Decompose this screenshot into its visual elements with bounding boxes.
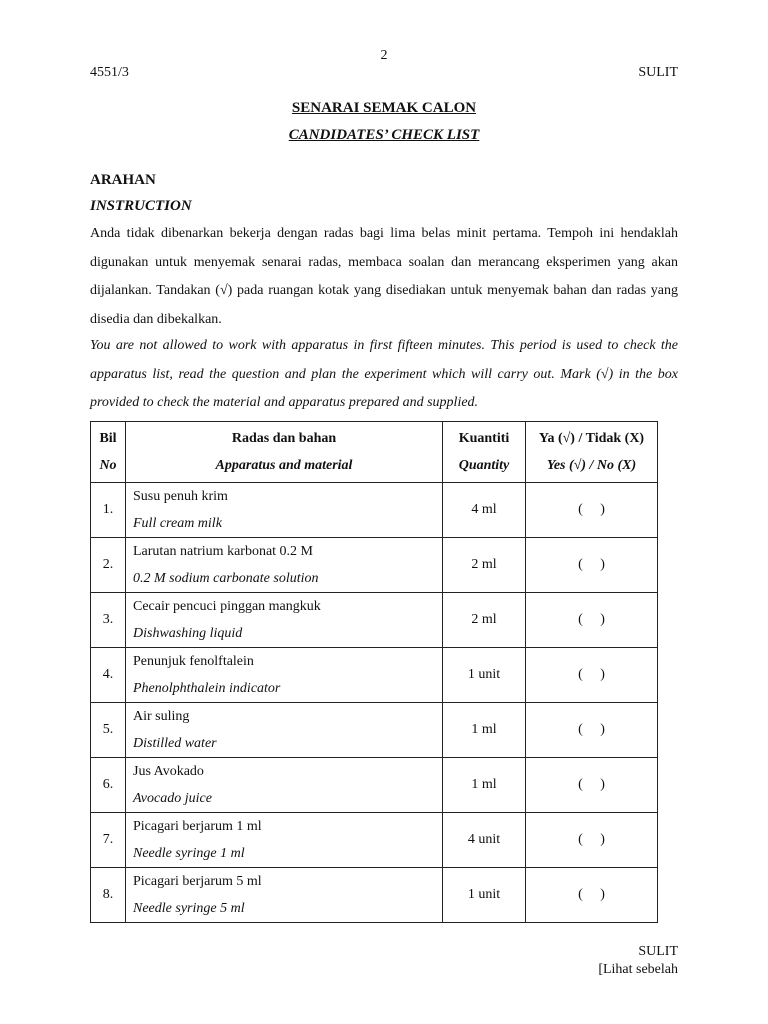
classification-top: SULIT bbox=[638, 65, 678, 80]
header-no-english: No bbox=[99, 458, 117, 473]
row-item bbox=[126, 813, 443, 868]
header-qty-malay: Kuantiti bbox=[458, 431, 510, 446]
row-check-box[interactable]: ( ) bbox=[526, 593, 658, 648]
row-item bbox=[126, 593, 443, 648]
row-number: 4. bbox=[91, 648, 126, 703]
header-item bbox=[126, 422, 443, 483]
item-name-english: Dishwashing liquid bbox=[133, 626, 243, 641]
classification-bottom: SULIT bbox=[638, 944, 678, 959]
instruction-heading-english: INSTRUCTION bbox=[90, 198, 192, 214]
item-name-malay: Larutan natrium karbonat 0.2 M bbox=[133, 544, 314, 559]
row-check-box[interactable]: ( ) bbox=[526, 813, 658, 868]
paper-code: 4551/3 bbox=[90, 65, 129, 80]
row-check-box[interactable]: ( ) bbox=[526, 868, 658, 923]
row-item bbox=[126, 483, 443, 538]
title-malay: SENARAI SEMAK CALON bbox=[291, 100, 477, 116]
row-item bbox=[126, 648, 443, 703]
checklist-table bbox=[90, 421, 658, 923]
row-item bbox=[126, 868, 443, 923]
header-qty-english: Quantity bbox=[458, 458, 510, 473]
table-header-row bbox=[91, 422, 658, 483]
item-name-malay: Jus Avokado bbox=[133, 764, 204, 779]
header-qty bbox=[443, 422, 526, 483]
row-number: 1. bbox=[91, 483, 126, 538]
row-number: 7. bbox=[91, 813, 126, 868]
header-no-malay: Bil bbox=[99, 431, 117, 446]
row-quantity: 2 ml bbox=[443, 593, 526, 648]
table-row bbox=[91, 648, 658, 703]
row-number: 8. bbox=[91, 868, 126, 923]
table-row bbox=[91, 868, 658, 923]
header-item-malay: Radas dan bahan bbox=[231, 431, 337, 446]
row-check-box[interactable]: ( ) bbox=[526, 703, 658, 758]
item-name-english: Needle syringe 5 ml bbox=[133, 901, 245, 916]
header-no bbox=[91, 422, 126, 483]
table-row bbox=[91, 483, 658, 538]
row-number: 6. bbox=[91, 758, 126, 813]
turn-over-note: [Lihat sebelah bbox=[598, 962, 678, 977]
row-check-box[interactable]: ( ) bbox=[526, 483, 658, 538]
row-item bbox=[126, 538, 443, 593]
item-name-english: Avocado juice bbox=[133, 791, 212, 806]
row-quantity: 1 unit bbox=[443, 648, 526, 703]
row-number: 5. bbox=[91, 703, 126, 758]
item-name-english: 0.2 M sodium carbonate solution bbox=[133, 571, 319, 586]
item-name-malay: Air suling bbox=[133, 709, 190, 724]
item-name-malay: Penunjuk fenolftalein bbox=[133, 654, 254, 669]
table-row bbox=[91, 703, 658, 758]
row-quantity: 4 unit bbox=[443, 813, 526, 868]
row-item bbox=[126, 758, 443, 813]
header-check bbox=[526, 422, 658, 483]
row-item bbox=[126, 703, 443, 758]
row-check-box[interactable]: ( ) bbox=[526, 538, 658, 593]
row-check-box[interactable]: ( ) bbox=[526, 758, 658, 813]
title-english: CANDIDATES’ CHECK LIST bbox=[288, 127, 480, 143]
header-check-malay: Ya (√) / Tidak (X) bbox=[538, 431, 645, 446]
page-number: 2 bbox=[380, 48, 388, 63]
instruction-text-malay: Anda tidak dibenarkan bekerja dengan radas bagi lima belas minit pertama. Tempoh ini hendaklah digunakan untuk menyemak senarai radas, membaca soalan dan merancang eksperimen yang akan dijalankan. Tandakan (√) pada ruangan kotak yang disediakan untuk menyemak bahan dan radas yang disedia dan dibekalkan. bbox=[90, 226, 678, 327]
row-number: 2. bbox=[91, 538, 126, 593]
row-quantity: 1 ml bbox=[443, 703, 526, 758]
table-row bbox=[91, 758, 658, 813]
item-name-english: Needle syringe 1 ml bbox=[133, 846, 245, 861]
item-name-english: Full cream milk bbox=[133, 516, 222, 531]
item-name-malay: Cecair pencuci pinggan mangkuk bbox=[133, 599, 321, 614]
instruction-heading-malay: ARAHAN bbox=[90, 172, 156, 188]
header-check-english: Yes (√) / No (X) bbox=[546, 458, 637, 473]
row-check-box[interactable]: ( ) bbox=[526, 648, 658, 703]
item-name-english: Phenolphthalein indicator bbox=[133, 681, 281, 696]
row-quantity: 1 unit bbox=[443, 868, 526, 923]
row-quantity: 1 ml bbox=[443, 758, 526, 813]
item-name-malay: Picagari berjarum 1 ml bbox=[133, 819, 262, 834]
row-number: 3. bbox=[91, 593, 126, 648]
item-name-english: Distilled water bbox=[133, 736, 217, 751]
table-row bbox=[91, 538, 658, 593]
row-quantity: 2 ml bbox=[443, 538, 526, 593]
item-name-malay: Susu penuh krim bbox=[133, 489, 228, 504]
instruction-text-english: You are not allowed to work with apparatus in first fifteen minutes. This period is used to check the apparatus list, read the question and plan the experiment which will carry out. Mark (√) in the box provided to check the material and apparatus prepared and supplied. bbox=[90, 338, 678, 410]
table-row bbox=[91, 593, 658, 648]
table-row bbox=[91, 813, 658, 868]
row-quantity: 4 ml bbox=[443, 483, 526, 538]
header-item-english: Apparatus and material bbox=[215, 458, 353, 473]
item-name-malay: Picagari berjarum 5 ml bbox=[133, 874, 262, 889]
